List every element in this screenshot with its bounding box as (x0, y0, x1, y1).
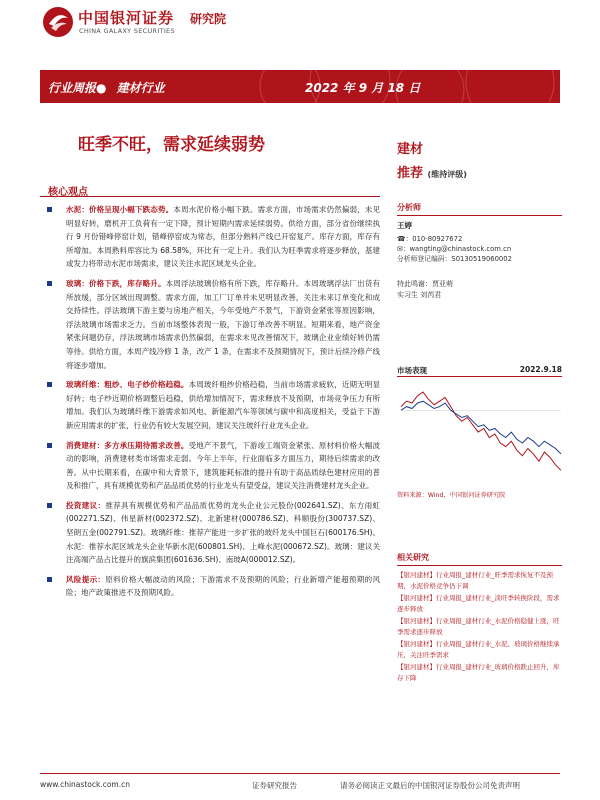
bullet-head: 玻璃纤维：粗纱、电子纱价格趋稳。 (66, 380, 189, 390)
bullet-head: 水泥：价格呈现小幅下跌态势。 (66, 205, 174, 214)
related-item[interactable]: 【银河建材】行业周报_建材行业_玻璃价格跌止回升，库存下降 (397, 663, 560, 682)
galaxy-logo-icon (42, 6, 74, 38)
brand-name-cn: 中国银河证券 (78, 9, 175, 27)
bullet-head: 风险提示： (66, 574, 106, 584)
related-heading: 相关研究 (397, 552, 562, 566)
analyst-email[interactable]: ✉：wangting@chinastock.com.cn (397, 245, 512, 253)
chart-title: 市场表现 (397, 366, 427, 375)
footer-disclaimer: 请务必阅读正文最后的中国银河证券股份公司免责声明 (340, 781, 520, 790)
report-title: 旺季不旺，需求延续弱势 (78, 135, 265, 155)
industry-name: 建材行业 (116, 81, 165, 95)
related-item[interactable]: 【银河建材】行业周报_建材行业_水泥价格稳健上涨，旺季需求逐步释放 (397, 617, 560, 636)
rating-note: (维持评级) (427, 170, 467, 179)
brand-name-en: CHINA GALAXY SECURITIES (79, 27, 175, 35)
bullet-cement (40, 203, 380, 271)
bullet-investment (40, 499, 380, 567)
core-bullets (40, 203, 380, 606)
related-item[interactable]: 【银河建材】行业周报_建材行业_水泥、玻璃价格继续承压，关注旺季需求 (397, 640, 560, 659)
bullet-body: 原料价格大幅波动的风险；下游需求不及预期的风险；行业新增产能超预期的风险；地产政策推进不及预期风险。 (66, 574, 380, 598)
related-item[interactable]: 【银河建材】行业周报_建材行业_旺季需求恢复不及预期，水泥价格竞争仍下调 (397, 571, 553, 590)
thanks-line: 特此鸣谢：贾亚萌 (397, 280, 453, 288)
bullet-consumer-materials (40, 439, 380, 493)
series-line-1 (401, 401, 561, 454)
bullet-body: 推荐具有规模优势和产品品质优势的龙头企业公元股份(002641.SZ)、东方雨虹(002271.SZ)、伟星新材(002372.SZ)、北新建材(000786.SZ)、科顺股份(300737.SZ)、坚朗五金(002791.SZ)。玻璃纤维：推荐产能进一步扩张的玻纤龙头中国巨石(600176.SH)。水泥：推荐水泥区域龙头企业华新水泥(600801.SH)、上峰水泥(000672.SZ)。玻璃：建议关注高端产品占比提升的旗滨集团(601636.SH)、南玻A(000012.SZ)。 (66, 500, 381, 565)
page-header (0, 0, 600, 42)
related-item[interactable]: 【银河建材】行业周报_建材行业_淡旺季转换阶段，需求逐步释放 (397, 594, 560, 613)
bullet-body: 本周浮法玻璃价格有所下跌，库存略升。本周玻璃浮法厂出货有所放缓，部分区域出现调整。需求方面，加工厂订单并未见明显改善，关注未来订单变化和成交持续性。浮法玻璃下游主要与房地产相关，今年受地产不景气，下游资金紧张等原因影响，浮法玻璃市场需求乏力。当前市场整体表现一般，下游订单改善不明显。短期来看，地产资金紧张问题仍存，浮法玻璃市场需求仍然偏弱，在需求未见改善情况下，玻璃企业业绩好转仍需等待。供给方面，本周产线冷修 1 条，改产 1 条，在需求不及预期情况下，预计后续冷修产线将逐步增加。 (66, 278, 381, 370)
report-date: 2022 年 9 月 18 日 (305, 81, 421, 95)
bullet-risk (40, 573, 380, 600)
series-line-0 (401, 392, 561, 470)
core-divider (40, 196, 380, 197)
bullet-square-icon (47, 281, 52, 286)
footer-site[interactable]: www.chinastock.com.cn (40, 780, 130, 789)
chart-plot (397, 381, 562, 489)
chart-header (397, 365, 562, 377)
footer-center: 证券研究报告 (252, 781, 297, 790)
bullet-square-icon (47, 382, 52, 387)
chart-date: 2022.9.18 (519, 365, 562, 374)
bullet-body: 本周玻纤粗纱价格趋稳，当前市场需求疲软，近期无明显好转；电子纱近期价格调整后趋稳，供给增加情况下，需求释放不及预期，市场竞争压力有所增加。我们认为玻璃纤维下游需求如风电、新能源汽车等领域与碳中和高度相关，受益于下游新应用需求的扩张，行业仍有较大发展空间，建议关注玻纤行业龙头企业。 (66, 380, 381, 430)
core-heading: 核心观点 (48, 187, 88, 198)
bullet-square-icon (47, 207, 52, 212)
bullet-square-icon (47, 503, 52, 508)
sector-label: 建材 (397, 142, 424, 157)
analyst-phone: ☎：010-80927672 (397, 235, 463, 243)
related-research (397, 552, 562, 685)
institute-label: 研究院 (190, 12, 227, 26)
analyst-panel (397, 202, 562, 300)
report-type: 行业周报● (48, 81, 107, 95)
market-performance-chart (397, 365, 562, 495)
analyst-heading: 分析师 (397, 202, 562, 216)
analyst-name: 王婷 (397, 221, 412, 230)
bullet-head: 投资建议： (66, 500, 106, 510)
bullet-head: 消费建材：多方承压期待需求改善。 (66, 440, 189, 450)
analyst-license: 分析师登记编码：S0130519060002 (397, 255, 512, 263)
bullet-body: 受地产不景气，下游竣工端资金紧张、原材料价格大幅波动的影响，消费建材类市场需求走弱。今年上半年，行业面临多方面压力，期待后续需求的改善。从中长期来看，在碳中和大背景下，建筑能耗标准的提升有助于高品质绿色建材应用的普及和推广，具有规模优势和产品品质优势的行业龙头有望受益，建议关注消费建材龙头企业。 (66, 440, 381, 491)
banner-type (48, 79, 165, 96)
bullet-glass (40, 277, 380, 372)
bullet-head: 玻璃：价格下跌，库存略升。 (66, 278, 166, 288)
bullet-fiberglass (40, 378, 380, 432)
bullet-body: 本周水泥价格小幅下跌。需求方面，市场需求仍然偏弱，未见明显好转，磨机开工负荷有一定下降，预计短期内需求延续弱势。供给方面，部分省份继续执行 9 月份错峰停窑计划，错峰停窑成为常态，但部分熟料产线已开窑复产。库存方面，库存有所增加。本周熟料库容比为 68.58%，环比有一定上升。我们认为旺季需求将逐步释放，基建或发力将带动水泥市场需求，建议关注水泥区域龙头企业。 (66, 205, 381, 269)
report-banner (40, 70, 560, 103)
bullet-square-icon (47, 577, 52, 582)
rating-label (397, 162, 467, 181)
rating-value: 推荐 (397, 166, 424, 181)
intern-line: 实习生 刘芮君 (397, 291, 442, 299)
footer-divider (40, 773, 560, 774)
chart-source: 资料来源：Wind，中国银河证券研究院 (397, 492, 506, 499)
bullet-square-icon (47, 443, 52, 448)
